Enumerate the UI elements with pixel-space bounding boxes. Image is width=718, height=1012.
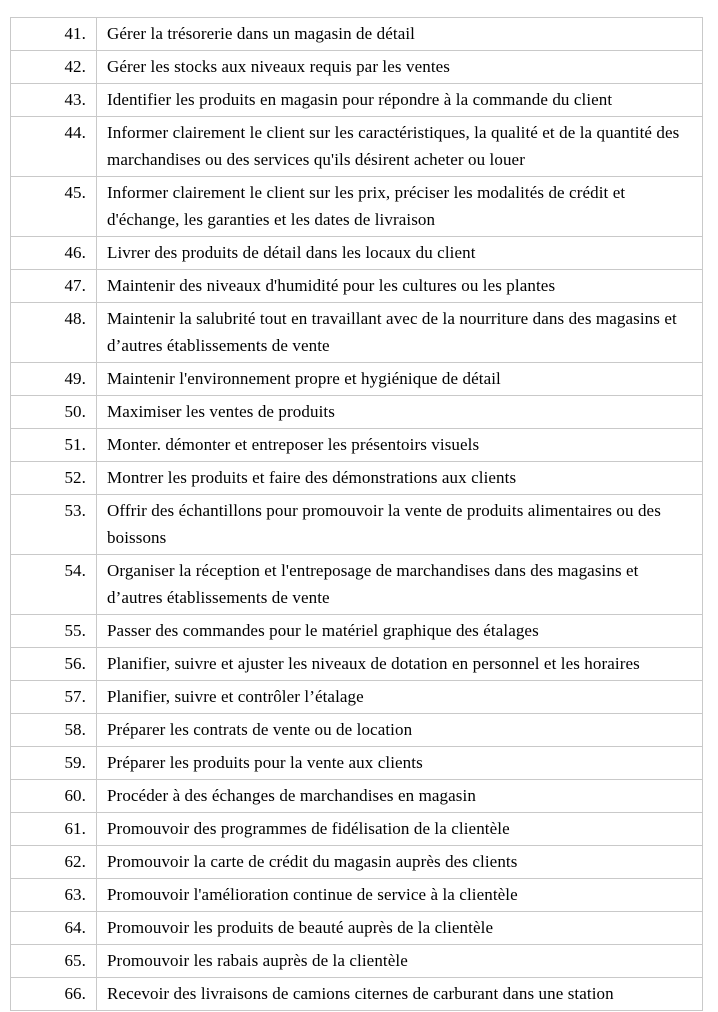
row-number: 51. xyxy=(11,429,97,462)
row-task-text: Maintenir l'environnement propre et hygiénique de détail xyxy=(97,363,703,396)
table-row xyxy=(11,615,703,648)
row-task-text: Recevoir des livraisons de camions citernes de carburant dans une station xyxy=(97,978,703,1011)
row-number: 52. xyxy=(11,462,97,495)
table-row xyxy=(11,462,703,495)
row-number: 54. xyxy=(11,555,97,615)
table-row xyxy=(11,429,703,462)
row-number: 60. xyxy=(11,780,97,813)
table-row xyxy=(11,813,703,846)
row-number: 58. xyxy=(11,714,97,747)
row-number: 45. xyxy=(11,177,97,237)
row-number: 47. xyxy=(11,270,97,303)
row-task-text: Préparer les produits pour la vente aux clients xyxy=(97,747,703,780)
table-row xyxy=(11,555,703,615)
table-row xyxy=(11,177,703,237)
row-task-text: Planifier, suivre et ajuster les niveaux de dotation en personnel et les horaires xyxy=(97,648,703,681)
table-row xyxy=(11,978,703,1011)
row-number: 56. xyxy=(11,648,97,681)
row-task-text: Préparer les contrats de vente ou de location xyxy=(97,714,703,747)
row-task-text: Gérer la trésorerie dans un magasin de détail xyxy=(97,18,703,51)
row-number: 64. xyxy=(11,912,97,945)
row-task-text: Planifier, suivre et contrôler l’étalage xyxy=(97,681,703,714)
table-row xyxy=(11,846,703,879)
table-row xyxy=(11,84,703,117)
row-task-text: Promouvoir l'amélioration continue de service à la clientèle xyxy=(97,879,703,912)
table-row xyxy=(11,780,703,813)
table-row xyxy=(11,495,703,555)
table-row xyxy=(11,396,703,429)
table-row xyxy=(11,270,703,303)
row-number: 48. xyxy=(11,303,97,363)
table-row xyxy=(11,945,703,978)
row-number: 55. xyxy=(11,615,97,648)
row-task-text: Passer des commandes pour le matériel graphique des étalages xyxy=(97,615,703,648)
row-task-text: Maintenir des niveaux d'humidité pour les cultures ou les plantes xyxy=(97,270,703,303)
table-row xyxy=(11,117,703,177)
row-task-text: Informer clairement le client sur les prix, préciser les modalités de crédit et d'échange, les garanties et les dates de livraison xyxy=(97,177,703,237)
row-task-text: Promouvoir la carte de crédit du magasin auprès des clients xyxy=(97,846,703,879)
row-task-text: Maintenir la salubrité tout en travaillant avec de la nourriture dans des magasins et d’autres établissements de vente xyxy=(97,303,703,363)
row-number: 65. xyxy=(11,945,97,978)
row-number: 44. xyxy=(11,117,97,177)
row-number: 50. xyxy=(11,396,97,429)
row-task-text: Montrer les produits et faire des démonstrations aux clients xyxy=(97,462,703,495)
task-table xyxy=(10,17,703,1011)
row-task-text: Procéder à des échanges de marchandises en magasin xyxy=(97,780,703,813)
table-row xyxy=(11,363,703,396)
row-task-text: Organiser la réception et l'entreposage de marchandises dans des magasins et d’autres établissements de vente xyxy=(97,555,703,615)
row-number: 53. xyxy=(11,495,97,555)
row-task-text: Gérer les stocks aux niveaux requis par les ventes xyxy=(97,51,703,84)
table-row xyxy=(11,18,703,51)
row-task-text: Livrer des produits de détail dans les locaux du client xyxy=(97,237,703,270)
table-row xyxy=(11,51,703,84)
row-task-text: Promouvoir des programmes de fidélisation de la clientèle xyxy=(97,813,703,846)
row-number: 66. xyxy=(11,978,97,1011)
row-task-text: Informer clairement le client sur les caractéristiques, la qualité et de la quantité des marchandises ou des services qu'ils désirent acheter ou louer xyxy=(97,117,703,177)
row-task-text: Promouvoir les rabais auprès de la clientèle xyxy=(97,945,703,978)
table-row xyxy=(11,237,703,270)
row-task-text: Maximiser les ventes de produits xyxy=(97,396,703,429)
table-row xyxy=(11,648,703,681)
row-number: 62. xyxy=(11,846,97,879)
table-row xyxy=(11,747,703,780)
row-number: 59. xyxy=(11,747,97,780)
table-row xyxy=(11,303,703,363)
table-row xyxy=(11,681,703,714)
row-number: 43. xyxy=(11,84,97,117)
row-number: 61. xyxy=(11,813,97,846)
row-task-text: Offrir des échantillons pour promouvoir la vente de produits alimentaires ou des boissons xyxy=(97,495,703,555)
row-number: 42. xyxy=(11,51,97,84)
table-row xyxy=(11,879,703,912)
table-row xyxy=(11,714,703,747)
row-task-text: Monter. démonter et entreposer les présentoirs visuels xyxy=(97,429,703,462)
row-number: 63. xyxy=(11,879,97,912)
row-number: 41. xyxy=(11,18,97,51)
table-row xyxy=(11,912,703,945)
task-table-body xyxy=(11,18,703,1011)
row-number: 46. xyxy=(11,237,97,270)
row-task-text: Identifier les produits en magasin pour répondre à la commande du client xyxy=(97,84,703,117)
row-task-text: Promouvoir les produits de beauté auprès de la clientèle xyxy=(97,912,703,945)
row-number: 49. xyxy=(11,363,97,396)
row-number: 57. xyxy=(11,681,97,714)
